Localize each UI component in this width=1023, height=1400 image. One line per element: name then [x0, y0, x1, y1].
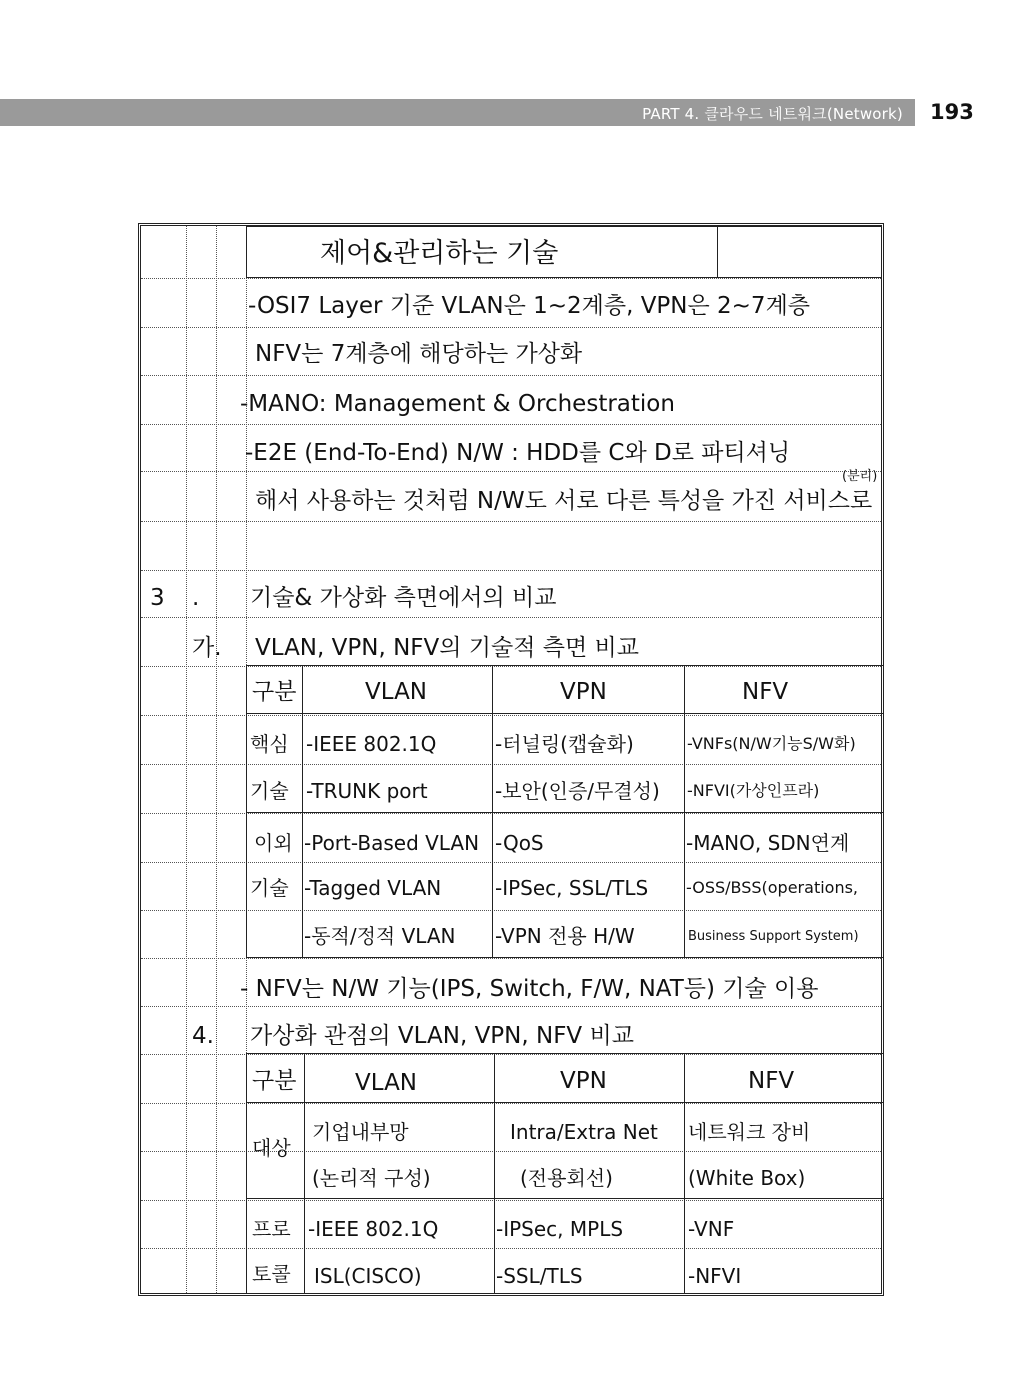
- note-line-service: 해서 사용하는 것처럼 N/W도 서로 다른 특성을 가진 서비스로: [255, 488, 873, 514]
- table1-cell: -NFVI(가상인프라): [687, 781, 820, 800]
- note-line-mano: -MANO: Management & Orchestration: [240, 391, 675, 417]
- table2-row-label-target: 대상: [252, 1136, 291, 1160]
- table2-cell: -IPSec, MPLS: [496, 1217, 624, 1241]
- table1-header-vlan: VLAN: [365, 679, 428, 705]
- table1-row-label-core: 핵심: [250, 732, 289, 756]
- table2-cell: -IEEE 802.1Q: [308, 1217, 439, 1241]
- table1-cell: -터널링(캡슐화): [495, 732, 634, 756]
- table2-cell: (논리적 구성): [312, 1166, 431, 1190]
- table1-cell: -Port-Based VLAN: [304, 831, 480, 855]
- subsection-number-ga: 가.: [192, 635, 222, 661]
- subsection-heading-virtualization: 가상화 관점의 VLAN, VPN, NFV 비교: [250, 1023, 634, 1049]
- table2-header-vlan: VLAN: [355, 1070, 418, 1096]
- table1-cell: -동적/정적 VLAN: [304, 924, 456, 948]
- table2-header-vpn: VPN: [560, 1068, 607, 1094]
- table1-cell: -IEEE 802.1Q: [306, 732, 437, 756]
- table2-cell: -NFVI: [688, 1264, 742, 1288]
- table1-header-vpn: VPN: [560, 679, 607, 705]
- table2-cell: Intra/Extra Net: [510, 1120, 658, 1144]
- section-title: 제어&관리하는 기술: [320, 238, 559, 269]
- page-number: 193: [930, 100, 974, 124]
- table1-cell: Business Support System): [688, 929, 859, 944]
- section-number: 3: [150, 585, 165, 611]
- table1-cell: -보안(인증/무결성): [495, 779, 660, 803]
- note-line-nfv-layer: NFV는 7계층에 해당하는 가상화: [255, 341, 583, 367]
- table2-cell: 네트워크 장비: [688, 1120, 811, 1144]
- table2-cell: -SSL/TLS: [496, 1264, 583, 1288]
- table1-row-label-other: 기술: [250, 876, 289, 900]
- table1-row-label-core: 기술: [250, 779, 289, 803]
- note-line-e2e: -E2E (End-To-End) N/W : HDD를 C와 D로 파티셔닝: [245, 440, 791, 466]
- note-line-osi: -OSI7 Layer 기준 VLAN은 1~2계층, VPN은 2~7계층: [248, 293, 811, 319]
- table1-cell: -MANO, SDN연계: [686, 831, 850, 855]
- table1-cell: -IPSec, SSL/TLS: [495, 876, 649, 900]
- table1-cell: -OSS/BSS(operations,: [686, 878, 859, 897]
- table2-cell: (White Box): [688, 1166, 806, 1190]
- part-label: PART 4. 클라우드 네트워크(Network): [642, 105, 903, 123]
- table2-cell: ISL(CISCO): [314, 1264, 422, 1288]
- table1-header-nfv: NFV: [742, 679, 789, 705]
- subsection-number-4: 4.: [192, 1023, 214, 1049]
- table1-cell: -VNFs(N/W기능S/W화): [687, 734, 856, 753]
- table2-row-label-protocol: 토콜: [252, 1262, 291, 1286]
- table2-cell: -VNF: [688, 1217, 735, 1241]
- table2-cell: (전용회선): [520, 1166, 613, 1190]
- table2-row-label-protocol: 프로: [252, 1217, 291, 1241]
- section-heading: 기술& 가상화 측면에서의 비교: [250, 585, 557, 611]
- table1-cell: -VPN 전용 H/W: [495, 924, 635, 948]
- table2-header-nfv: NFV: [748, 1068, 795, 1094]
- note-line-nfv-functions: - NFV는 N/W 기능(IPS, Switch, F/W, NAT등) 기술 이용: [240, 976, 819, 1002]
- table2-header-category: 구분: [252, 1068, 297, 1094]
- note-annotation: (분리): [842, 469, 878, 484]
- table1-cell: -QoS: [495, 831, 544, 855]
- table1-cell: -Tagged VLAN: [304, 876, 442, 900]
- table1-header-category: 구분: [252, 679, 297, 705]
- table1-row-label-other: 이외: [254, 831, 293, 855]
- table2-cell: 기업내부망: [312, 1120, 409, 1144]
- section-dot: .: [192, 585, 200, 611]
- subsection-heading-tech: VLAN, VPN, NFV의 기술적 측면 비교: [255, 635, 639, 661]
- table1-cell: -TRUNK port: [306, 779, 428, 803]
